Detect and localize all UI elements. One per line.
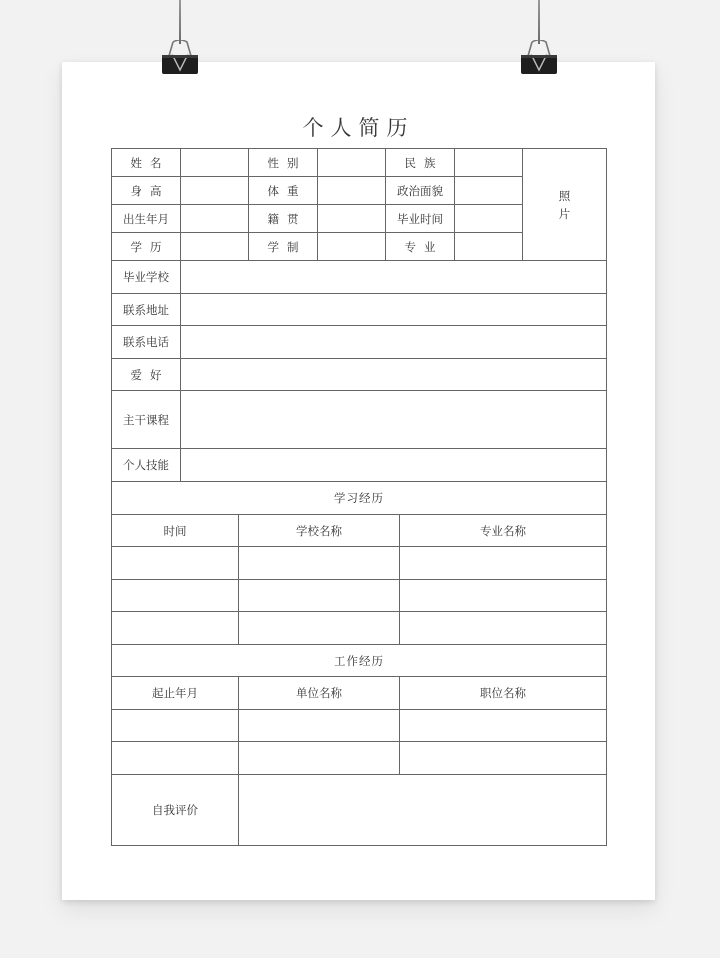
field-courses[interactable] (181, 391, 607, 449)
work-col-period: 起止年月 (112, 677, 239, 710)
work-heading: 工作经历 (112, 645, 607, 677)
study-cell[interactable] (400, 580, 607, 612)
study-col-school: 学校名称 (239, 515, 400, 547)
study-cell[interactable] (239, 547, 400, 580)
binder-clip-icon (160, 40, 200, 74)
work-col-company: 单位名称 (239, 677, 400, 710)
field-political[interactable] (455, 177, 523, 205)
study-cell[interactable] (400, 612, 607, 645)
label-self-eval: 自我评价 (112, 775, 239, 846)
field-grad-time[interactable] (455, 205, 523, 233)
field-ethnicity[interactable] (455, 149, 523, 177)
field-birth[interactable] (181, 205, 249, 233)
field-phone[interactable] (181, 326, 607, 359)
label-school-system: 学制 (249, 233, 318, 261)
field-height[interactable] (181, 177, 249, 205)
label-skills: 个人技能 (112, 449, 181, 482)
study-col-major: 专业名称 (400, 515, 607, 547)
study-cell[interactable] (112, 547, 239, 580)
label-birth: 出生年月 (112, 205, 181, 233)
page-title: 个人简历 (302, 116, 415, 140)
study-cell[interactable] (239, 612, 400, 645)
label-native-place: 籍贯 (249, 205, 318, 233)
label-address: 联系地址 (112, 294, 181, 326)
field-gender[interactable] (318, 149, 386, 177)
field-education[interactable] (181, 233, 249, 261)
work-cell[interactable] (400, 710, 607, 742)
field-address[interactable] (181, 294, 607, 326)
hanging-wire-right (538, 0, 540, 44)
study-cell[interactable] (112, 612, 239, 645)
study-heading: 学习经历 (112, 482, 607, 515)
history-table (111, 481, 607, 846)
label-political: 政治面貌 (386, 177, 455, 205)
field-school-system[interactable] (318, 233, 386, 261)
photo-box[interactable] (523, 149, 607, 261)
work-cell[interactable] (400, 742, 607, 775)
study-col-time: 时间 (112, 515, 239, 547)
photo-label: 照片 (558, 188, 571, 221)
work-cell[interactable] (239, 742, 400, 775)
label-major: 专业 (386, 233, 455, 261)
study-cell[interactable] (112, 580, 239, 612)
field-weight[interactable] (318, 177, 386, 205)
field-hobby[interactable] (181, 359, 607, 391)
label-courses: 主干课程 (112, 391, 181, 449)
label-grad-time: 毕业时间 (386, 205, 455, 233)
field-native-place[interactable] (318, 205, 386, 233)
label-name: 姓名 (112, 149, 181, 177)
study-cell[interactable] (239, 580, 400, 612)
label-grad-school: 毕业学校 (112, 261, 181, 294)
field-self-eval[interactable] (239, 775, 607, 846)
label-gender: 性别 (249, 149, 318, 177)
field-major[interactable] (455, 233, 523, 261)
label-phone: 联系电话 (112, 326, 181, 359)
work-cell[interactable] (112, 710, 239, 742)
resume-paper (62, 62, 655, 900)
field-grad-school[interactable] (181, 261, 607, 294)
work-cell[interactable] (239, 710, 400, 742)
work-col-position: 职位名称 (400, 677, 607, 710)
hanging-wire-left (179, 0, 181, 44)
label-education: 学历 (112, 233, 181, 261)
field-name[interactable] (181, 149, 249, 177)
label-height: 身高 (112, 177, 181, 205)
binder-clip-icon (519, 40, 559, 74)
basic-info-table (111, 148, 607, 261)
field-skills[interactable] (181, 449, 607, 482)
detail-info-table (111, 260, 607, 482)
label-hobby: 爱好 (112, 359, 181, 391)
work-cell[interactable] (112, 742, 239, 775)
label-weight: 体重 (249, 177, 318, 205)
study-cell[interactable] (400, 547, 607, 580)
label-ethnicity: 民族 (386, 149, 455, 177)
